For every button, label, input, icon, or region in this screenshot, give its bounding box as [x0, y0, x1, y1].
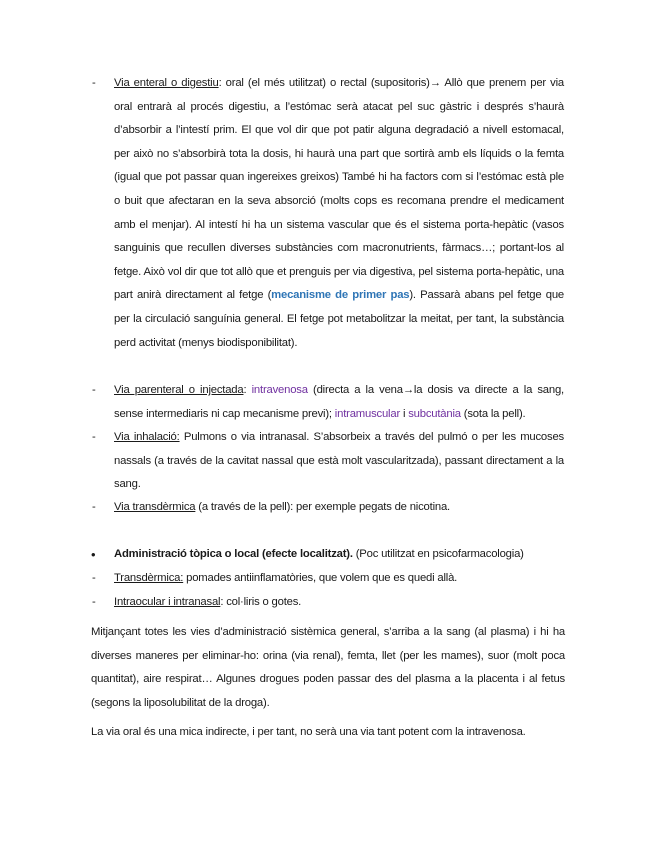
term-subcutania: subcutània	[408, 407, 461, 420]
list-dash: -	[92, 431, 96, 443]
term-parenteral: Via parenteral o injectada	[114, 384, 244, 396]
paragraph-oral-route: La via oral és una mica indirecte, i per tant, no serà una via tant potent com la intravenosa.	[91, 726, 526, 738]
list-dash: -	[92, 501, 96, 513]
paragraph-elimination: Mitjançant totes les vies d’administració sistèmica general, s’arriba a la sang (al plasma) i hi ha diverses maneres per eliminar-ho: orina (via renal), femta, llet (per les mames), suor (molt poca quantitat), aire respirat… Algunes drogues poden passar des del plasma a la placenta i al fetus (segons la liposolubilitat de la droga).	[91, 626, 565, 709]
term-transdermica: Via transdèrmica	[114, 501, 196, 513]
list-item-topical-intraocular: Intraocular i intranasal: col·liris o gotes.	[114, 596, 302, 608]
highlight-first-pass: mecanisme de primer pas	[271, 289, 410, 302]
list-item-transdermica: Via transdèrmica (a través de la pell): per exemple pegats de nicotina.	[114, 501, 450, 513]
term-intramuscular: intramuscular	[334, 407, 401, 420]
list-item-enteral: Via enteral o digestiu: oral (el més utilitzat) o rectal (supositoris)→ Allò que prenem per via oral entrarà al procés digestiu, a l’estómac serà atacat pel suc gàstric i després s’haurà d’absorbir a l’intestí prim. El que vol dir que pot patir alguna degradació a nivell estomacal, per això no s’absorbirà tota la dosis, hi haurà una part que sortirà amb els líquids o la femta (igual que pot passar quan ingereixes greixos) També hi ha factors com si l’estómac està ple o buit que afectaran en la seva absorció (molts cops es recomana prendre el medicament amb el menjar). Al intestí hi ha un sistema vascular que és el sistema porta-hepàtic (vasos sanguinis que recullen diverses substàncies com macronutrients, fàrmacs…; portant-los al fetge. Això vol dir que tot allò que et prenguis per via digestiva, pel sistema porta-hepàtic, una part anirà directament al fetge (mecanisme de primer pas). Passarà abans pel fetge que per la circulació sanguínia general. El fetge pot metabolitzar la meitat, per tant, la substància perd activitat (menys biodisponibilitat).	[114, 77, 564, 349]
list-bullet: •	[91, 547, 96, 562]
term-enteral: Via enteral o digestiu	[114, 77, 219, 89]
term-intravenosa: intravenosa	[251, 384, 308, 396]
term-inhalacio: Via inhalació:	[114, 431, 180, 443]
topical-heading: Administració tòpica o local (efecte localitzat). (Poc utilitzat en psicofarmacologia)	[114, 548, 524, 560]
list-item-topical-transdermica: Transdèrmica: pomades antiinflamatòries, que volem que es quedi allà.	[114, 572, 458, 584]
list-item-inhalacio: Via inhalació: Pulmons o via intranasal. S’absorbeix a través del pulmó o per les mucoses nassals (a través de la cavitat nassal que està molt vascularitzada), passant directament a la sang.	[114, 431, 564, 491]
list-dash: -	[92, 596, 96, 608]
list-dash: -	[92, 572, 96, 584]
list-item-parenteral: Via parenteral o injectada: intravenosa (directa a la vena→la dosis va directe a la sang, sense intermediaris ni cap mecanisme previ); intramuscular i subcutània (sota la pell).	[114, 384, 564, 420]
list-dash: -	[92, 77, 96, 89]
list-dash: -	[92, 384, 96, 396]
